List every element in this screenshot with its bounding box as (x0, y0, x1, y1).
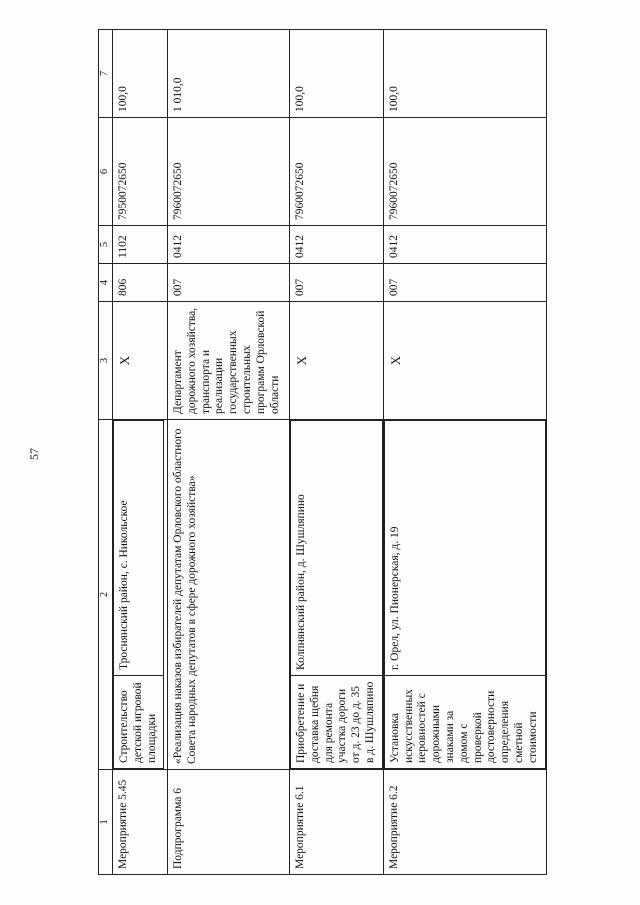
code-cell: 0412 (290, 226, 384, 264)
header-cell: 2 (99, 420, 113, 770)
amount-cell: 100,0 (383, 30, 546, 118)
table-row (383, 30, 546, 875)
amount-cell: 100,0 (290, 30, 384, 118)
item-description (113, 420, 168, 770)
item-location: Колпнянский район, д. Шушляпино (291, 421, 383, 676)
item-location: Троснянский район, с. Никольское (114, 421, 164, 676)
item-name: Мероприятие 5.45 (113, 770, 168, 875)
amount-cell: 100,0 (113, 30, 168, 118)
column-number-row (99, 30, 113, 875)
code-cell: 007 (168, 264, 290, 302)
rotated-table-page (98, 30, 539, 875)
item-name: Мероприятие 6.1 (290, 770, 384, 875)
code-cell: 7950072650 (113, 118, 168, 226)
page-number: 57 (27, 448, 41, 460)
item-title: Приобретение и доставка щебня для ремонта участка дороги от д. 23 до д. 35 в д. Шушляпино (291, 676, 383, 769)
code-cell: 007 (383, 264, 546, 302)
code-cell: 0412 (383, 226, 546, 264)
code-cell: 7960072650 (168, 118, 290, 226)
table-row (168, 30, 290, 875)
executor-cell: Департамент дорожного хозяйства, транспорта и реализации государственных строительных программ Орловской области (168, 302, 290, 420)
executor-cell: X (113, 302, 168, 420)
executor-cell: X (383, 302, 546, 420)
item-description: «Реализация наказов избирателей депутатам Орловского областного Совета народных депутатов в сфере дорожного хозяйства» (168, 420, 290, 770)
table-row (290, 30, 384, 875)
budget-table (98, 29, 547, 875)
code-cell: 7960072650 (383, 118, 546, 226)
item-name: Подпрограмма 6 (168, 770, 290, 875)
table-row (113, 30, 168, 875)
item-title: Установка искусственных неровностей с дорожными знаками за домом с проверкой достоверности определения сметной стоимости (384, 676, 545, 769)
header-cell: 5 (99, 226, 113, 264)
amount-cell: 1 010,0 (168, 30, 290, 118)
header-cell: 3 (99, 302, 113, 420)
item-description (290, 420, 384, 770)
header-cell: 7 (99, 30, 113, 118)
code-cell: 7960072650 (290, 118, 384, 226)
header-cell: 6 (99, 118, 113, 226)
header-cell: 4 (99, 264, 113, 302)
header-cell: 1 (99, 770, 113, 875)
code-cell: 007 (290, 264, 384, 302)
item-title: Строительство детской игровой площадки (114, 676, 164, 769)
code-cell: 0412 (168, 226, 290, 264)
item-description (383, 420, 546, 770)
executor-cell: X (290, 302, 384, 420)
code-cell: 806 (113, 264, 168, 302)
item-location: г. Орел, ул. Пионерская, д. 19 (384, 421, 545, 676)
code-cell: 1102 (113, 226, 168, 264)
item-name: Мероприятие 6.2 (383, 770, 546, 875)
